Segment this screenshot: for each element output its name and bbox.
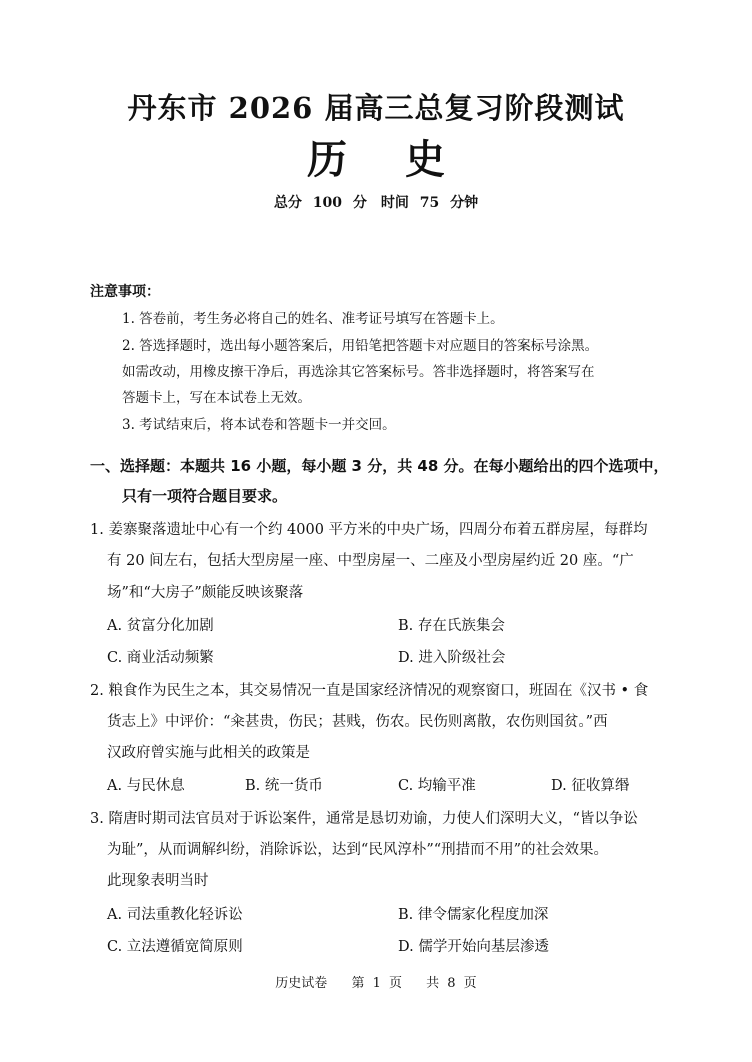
question-text-line: 有 20 间左右，包括大型房屋一座、中型房屋一、二座及小型房屋约近 20 座。“广 — [107, 553, 634, 569]
notice-item-3: 3. 考试结束后，将本试卷和答题卡一并交回。 — [122, 417, 396, 433]
score-time-line: 总分 100 分 时间 75 分钟 — [273, 195, 479, 211]
option-c: C. 立法遵循宽简原则 — [107, 939, 243, 955]
notice-item-2-cont: 如需改动，用橡皮擦干净后，再选涂其它答案标号。答非选择题时，将答案写在 — [122, 364, 595, 380]
notice-item-2: 2. 答选择题时，选出每小题答案后，用铅笔把答题卡对应题目的答案标号涂黑。 — [122, 338, 599, 354]
option-d: D. 儒学开始向基层渗透 — [398, 939, 549, 955]
option-a: A. 与民休息 — [107, 778, 185, 794]
option-a: A. 贫富分化加剧 — [107, 618, 214, 634]
question-text-line: 为耻”，从而调解纠纷，消除诉讼，达到“民风淳朴”“刑措而不用”的社会效果。 — [107, 842, 609, 858]
option-a: A. 司法重教化轻诉讼 — [107, 907, 243, 923]
option-b: B. 律令儒家化程度加深 — [398, 907, 549, 923]
option-b: B. 存在氏族集会 — [398, 618, 505, 634]
question-text-line: 1. 姜寨聚落遗址中心有一个约 4000 平方米的中央广场，四周分布着五群房屋，每群均 — [90, 522, 648, 538]
option-d: D. 征收算缗 — [551, 778, 630, 794]
option-c: C. 商业活动频繁 — [107, 650, 214, 666]
question-text-line: 3. 隋唐时期司法官员对于诉讼案件，通常是恳切劝谕，力使人们深明大义，“皆以争讼 — [90, 811, 638, 827]
option-d: D. 进入阶级社会 — [398, 650, 506, 666]
footer-paper-name: 历史试卷 — [275, 976, 328, 991]
page-footer — [0, 972, 752, 991]
question-text-line: 此现象表明当时 — [107, 873, 209, 889]
exam-title: 丹东市 2026 届高三总复习阶段测试 — [127, 91, 625, 125]
footer-page-total: 共 8 页 — [426, 976, 477, 991]
section-heading-cont: 只有一项符合题目要求。 — [122, 487, 288, 505]
notice-heading: 注意事项： — [90, 284, 160, 300]
subject-title: 历 史 — [307, 136, 467, 183]
footer-page-number: 第 1 页 — [351, 976, 402, 991]
question-text-line: 2. 粮食作为民生之本，其交易情况一直是国家经济情况的观察窗口，班固在《汉书 • 食 — [90, 683, 649, 699]
section-heading: 一、选择题：本题共 16 小题，每小题 3 分，共 48 分。在每小题给出的四个选项中， — [90, 457, 669, 475]
notice-item-2-end: 答题卡上，写在本试卷上无效。 — [122, 390, 311, 406]
notice-item-1: 1. 答卷前，考生务必将自己的姓名、准考证号填写在答题卡上。 — [122, 311, 504, 327]
question-text-line: 货志上》中评价：“籴甚贵，伤民；甚贱，伤农。民伤则离散，农伤则国贫。”西 — [107, 714, 608, 730]
question-text-line: 汉政府曾实施与此相关的政策是 — [107, 745, 310, 761]
option-c: C. 均输平准 — [398, 778, 476, 794]
question-text-line: 场”和“大房子”颇能反映该聚落 — [107, 585, 304, 601]
option-b: B. 统一货币 — [245, 778, 323, 794]
